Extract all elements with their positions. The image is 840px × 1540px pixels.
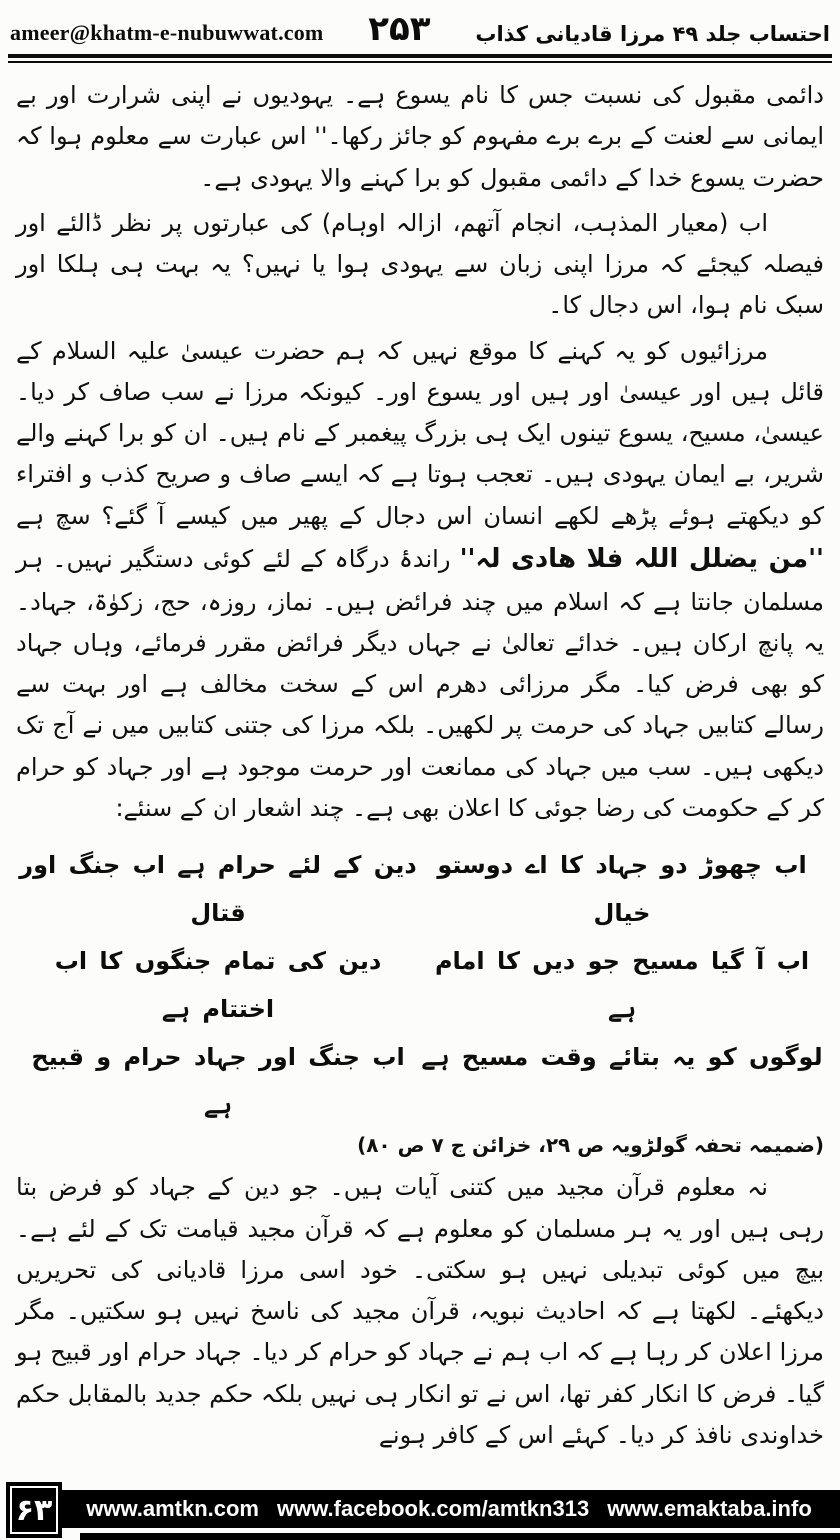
hemistich-first: لوگوں کو یہ بتائے وقت مسیح ہے <box>421 1043 823 1072</box>
footer-page-number: ۶۳ <box>10 1486 58 1534</box>
page-number-top: ۲۵۳ <box>368 9 431 49</box>
body-text <box>0 75 840 1456</box>
hemistich-first: اب چھوڑ دو جہاد کا اے دوستو خیال <box>437 851 807 928</box>
footer-links-bar <box>58 1490 840 1528</box>
website-url: www.amtkn.com <box>86 1496 259 1521</box>
arabic-quote: ''من یضلل اللہ فلا ھادی لہ'' <box>459 543 824 574</box>
contact-email-text: ameer@khatm-e-nubuwwat.com <box>10 20 324 45</box>
hemistich-first: اب آ گیا مسیح جو دیں کا امام ہے <box>434 947 810 1024</box>
hemistich-second: دین کے لئے حرام ہے اب جنگ اور قتال <box>19 851 417 928</box>
footer-page-number-box <box>6 1482 62 1538</box>
hemistich-second: اب جنگ اور جہاد حرام و قبیح ہے <box>31 1043 405 1120</box>
couplet <box>16 937 824 1033</box>
hemistich-second: دین کی تمام جنگوں کا اب اختتام ہے <box>54 947 382 1024</box>
paragraph-text-after-quote: راندۂ درگاہ کے لئے کوئی دستگیر نہیں۔ ہر مسلمان جانتا ہے کہ اسلام میں چند فرائض ہیں۔ نماز، روزہ، حج، زکوٰۃ، جہاد۔ یہ پانچ ارکان ہیں۔ خدائے تعالیٰ نے جہاں دیگر فرائض مقرر فرمائے، وہاں جہاد کو بھی فرض کیا۔ مگر مرزائی دھرم اس کے سخت مخالف ہے اور بہت سے رسالے کتابیں جہاد کی حرمت پر لکھیں۔ بلکہ مرزا کی جتنی کتابیں میں نے آج تک دیکھی ہیں۔ سب میں جہاد کی ممانعت اور حرمت موجود ہے اور جہاد کو حرام کر کے حکومت کی رضا جوئی کا اعلان بھی ہے۔ چند اشعار ان کے سنئے: <box>16 544 824 822</box>
book-title: احتساب جلد ۴۹ مرزا قادیانی کذاب <box>475 22 830 46</box>
paragraph-with-quote <box>16 331 824 830</box>
header-divider <box>8 54 832 63</box>
poetry-section <box>16 841 824 1129</box>
page-footer <box>0 1480 840 1540</box>
couplet <box>16 841 824 937</box>
paragraph-continuation: دائمی مقبول کی نسبت جس کا نام یسوع ہے۔ یہودیوں نے اپنی شرارت اور بے ایمانی سے لعنت کے برے برے مفہوم کو جائز رکھا۔'' اس عبارت سے معلوم ہوا کہ حضرت یسوع خدا کے دائمی مقبول کو برا کہنے والا یہودی ہے۔ <box>16 81 824 192</box>
facebook-url: www.facebook.com/amtkn313 <box>277 1496 590 1521</box>
citation-reference: (ضمیمہ تحفہ گولڑویہ ص ۲۹، خزائن ج ۷ ص ۸۰) <box>357 1133 824 1158</box>
paragraph: اب (معیار المذہب، انجام آتھم، ازالہ اوہام) کی عبارتوں پر نظر ڈالئے اور فیصلہ کیجئے کہ مرزا اپنی زبان سے یہودی ہوا یا نہیں؟ یہ بہت ہی ہلکا اور سبک نام ہوا، اس دجال کا۔ <box>16 208 824 320</box>
page-header <box>0 0 840 49</box>
footer-bottom-strip <box>80 1533 840 1540</box>
emaktaba-url: www.emaktaba.info <box>607 1496 812 1521</box>
paragraph: نہ معلوم قرآن مجید میں کتنی آیات ہیں۔ جو دین کے جہاد کو فرض بتا رہی ہیں اور یہ ہر مسلمان کو معلوم ہے کہ قرآن مجید قیامت تک کے لئے ہے۔ بیچ میں کوئی تبدیلی نہیں ہو سکتی۔ خود اسی مرزا قادیانی کی تحریریں دیکھئے۔ لکھتا ہے کہ احادیث نبویہ، قرآن مجید کی ناسخ نہیں ہو سکتیں۔ مگر مرزا اعلان کر رہا ہے کہ اب ہم نے جہاد کو حرام کر دیا۔ جہاد حرام اور قبیح ہو گیا۔ فرض کا انکار کفر تھا، اس نے تو انکار ہی نہیں بلکہ حکم جدید بالمقابل حکم خداوندی نافذ کر دیا۔ کہئے اس کے کافر ہونے <box>16 1173 824 1449</box>
paragraph-text-before-quote: مرزائیوں کو یہ کہنے کا موقع نہیں کہ ہم حضرت عیسیٰ علیہ السلام کے قائل ہیں اور عیسیٰ اور ہیں اور یسوع اور۔ کیونکہ مرزا نے سب صاف کر دیا۔ عیسیٰ، مسیح، یسوع تینوں ایک ہی بزرگ پیغمبر کے نام ہیں۔ ان کو برا کہنے والے شریر، بے ایمان یہودی ہیں۔ تعجب ہوتا ہے کہ ایسے صاف و صریح کذب و افتراء کو دیکھتے ہوئے پڑھے لکھے انسان اس دجال کے پھیر میں کیسے آ گئے؟ سچ ہے <box>16 336 824 530</box>
couplet <box>16 1033 824 1129</box>
